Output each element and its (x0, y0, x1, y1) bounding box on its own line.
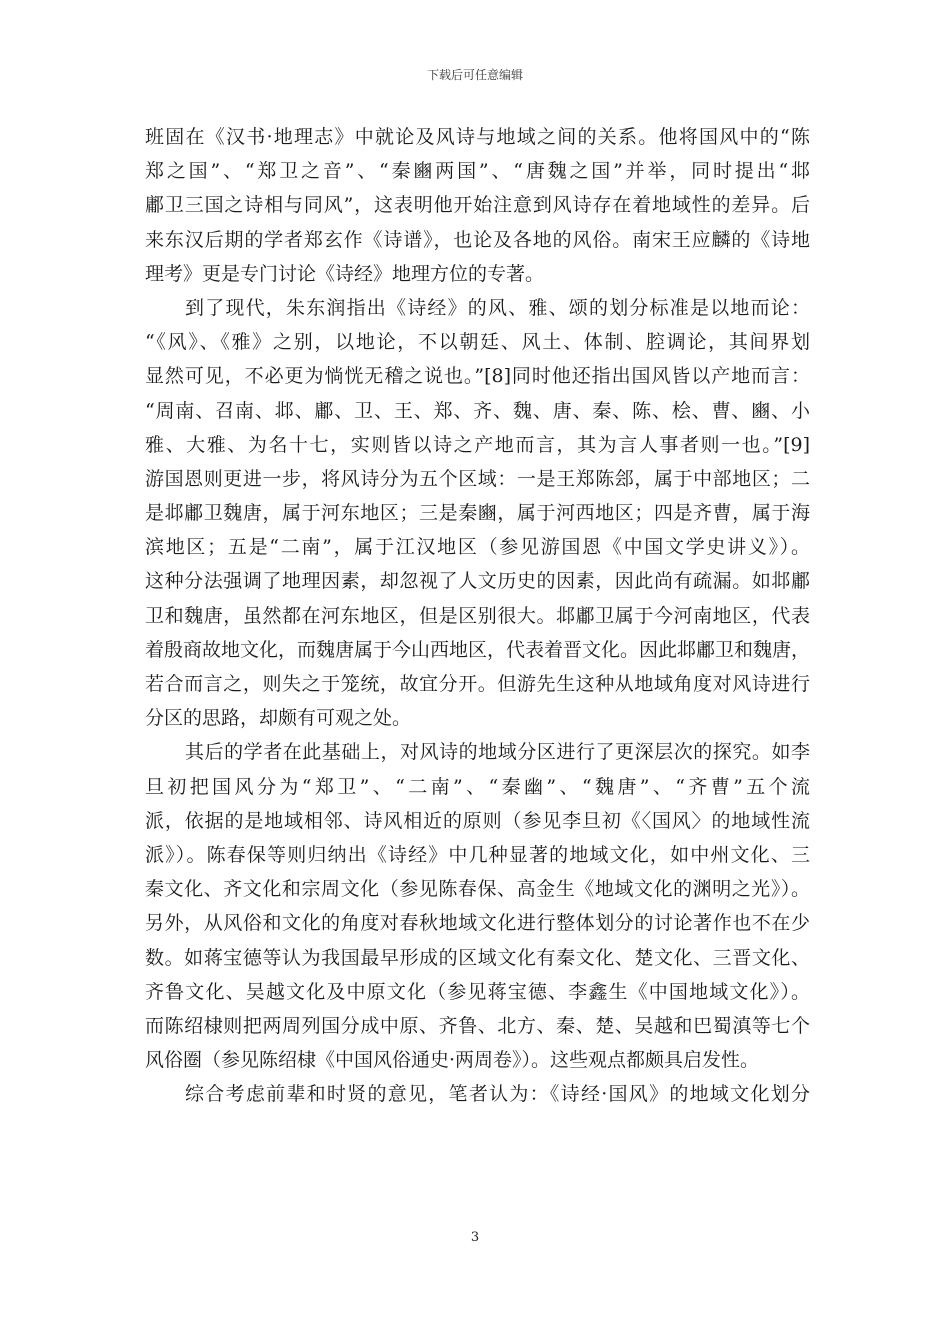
text-line: 雅、大雅、为名十七，实则皆以诗之产地而言，其为言人事者则一也。”[9] (145, 433, 810, 456)
text-line: “周南、召南、邶、鄘、卫、王、郑、齐、魏、唐、秦、陈、桧、曹、豳、小 (145, 399, 810, 422)
text-line: 风俗圈（参见陈绍棣《中国风俗通史·两周卷》）。这些观点都颇具启发性。 (145, 1049, 760, 1072)
page-header: 下载后可任意编辑 (426, 68, 523, 82)
text-line: 鄘卫三国之诗相与同风”，这表明他开始注意到风诗存在着地域性的差异。后 (145, 194, 810, 217)
paragraph-1 (145, 120, 810, 291)
text-line: “《风》、《雅》之别，以地论，不以朝廷、风土、体制、腔调论，其间界划 (145, 331, 810, 354)
document-body (145, 120, 810, 1111)
text-line: 是邶鄘卫魏唐，属于河东地区；三是秦豳，属于河西地区；四是齐曹，属于海 (145, 502, 810, 525)
paragraph-2 (145, 291, 810, 735)
text-line: 齐鲁文化、吴越文化及中原文化（参见蒋宝德、李鑫生《中国地域文化》）。 (145, 980, 810, 1003)
text-line: 若合而言之，则失之于笼统，故宜分开。但游先生这种从地域角度对风诗进行 (145, 673, 810, 695)
text-line: 另外，从风俗和文化的角度对春秋地域文化进行整体划分的讨论著作也不在少 (145, 912, 810, 935)
text-line: 班固在《汉书·地理志》中就论及风诗与地域之间的关系。他将国风中的“陈 (145, 126, 810, 148)
text-line: 派，依据的是地域相邻、诗风相近的原则（参见李旦初《〈国风〉的地域性流 (145, 809, 810, 832)
text-line: 而陈绍棣则把两周列国分成中原、齐鲁、北方、秦、楚、吴越和巴蜀滇等七个 (145, 1014, 810, 1037)
text-line: 来东汉后期的学者郑玄作《诗谱》，也论及各地的风俗。南宋王应麟的《诗地 (145, 228, 810, 251)
text-line: 秦文化、齐文化和宗周文化（参见陈春保、高金生《地域文化的渊明之光》）。 (145, 878, 810, 901)
text-line: 分区的思路，却颇有可观之处。 (145, 707, 412, 730)
text-line: 综合考虑前辈和时贤的意见，笔者认为：《诗经·国风》的地域文化划分 (185, 1083, 810, 1106)
text-line: 理考》更是专门讨论《诗经》地理方位的专著。 (145, 262, 545, 285)
text-line: 旦初把国风分为“郑卫”、“二南”、“秦幽”、“魏唐”、“齐曹”五个流 (145, 775, 810, 798)
text-line: 郑之国”、“郑卫之音”、“秦豳两国”、“唐魏之国”并举，同时提出“邶 (145, 160, 810, 183)
text-line: 滨地区；五是“二南”，属于江汉地区（参见游国恩《中国文学史讲义》）。 (145, 536, 810, 559)
text-line: 显然可见，不必更为惝恍无稽之说也。”[8]同时他还指出国风皆以产地而言： (145, 365, 810, 388)
paragraph-4 (145, 1077, 810, 1111)
paragraph-3 (145, 735, 810, 1077)
text-line: 派》）。陈春保等则归纳出《诗经》中几种显著的地域文化，如中州文化、三 (145, 843, 810, 866)
text-line: 着殷商故地文化，而魏唐属于今山西地区，代表着晋文化。因此邶鄘卫和魏唐， (145, 638, 810, 661)
text-line: 这种分法强调了地理因素，却忽视了人文历史的因素，因此尚有疏漏。如邶鄘 (145, 570, 810, 593)
page-number: 3 (470, 1230, 480, 1245)
text-line: 其后的学者在此基础上，对风诗的地域分区进行了更深层次的探究。如李 (185, 741, 810, 764)
text-line: 到了现代，朱东润指出《诗经》的风、雅、颂的划分标准是以地而论： (185, 296, 810, 319)
text-line: 数。如蒋宝德等认为我国最早形成的区域文化有秦文化、楚文化、三晋文化、 (145, 946, 810, 969)
text-line: 游国恩则更进一步，将风诗分为五个区域：一是王郑陈郐，属于中部地区；二 (145, 467, 810, 490)
text-line: 卫和魏唐，虽然都在河东地区，但是区别很大。邶鄘卫属于今河南地区，代表 (145, 604, 810, 627)
